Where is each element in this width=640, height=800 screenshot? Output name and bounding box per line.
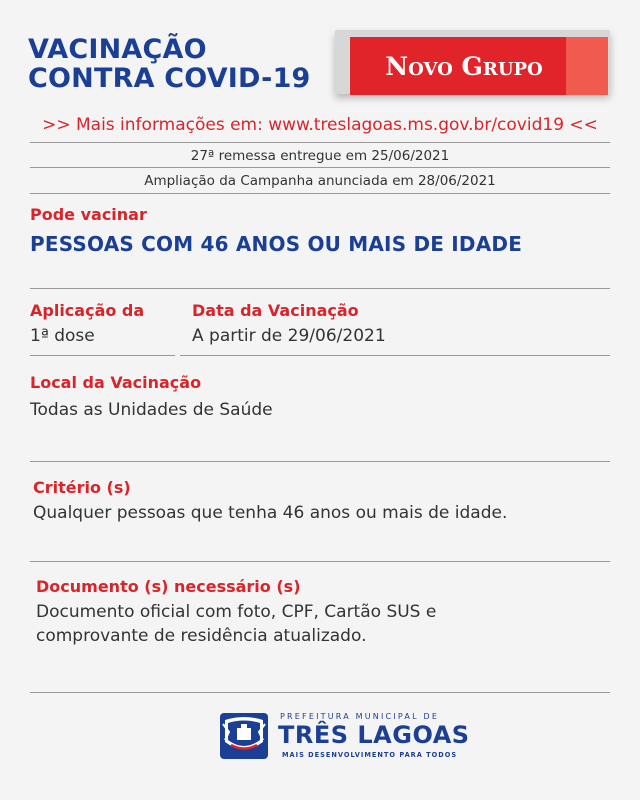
eligibility-label: Pode vacinar [30,205,147,224]
new-group-badge [350,37,608,95]
divider [30,288,610,289]
divider [30,561,610,562]
divider [30,355,175,356]
divider [30,692,610,693]
location-value: Todas as Unidades de Saúde [30,400,273,420]
city-emblem-icon [219,712,269,760]
dose-label: Aplicação da [30,301,145,320]
divider [30,461,610,462]
documents-line-2: comprovante de residência atualizado. [36,626,367,646]
shipment-note: 27ª remessa entregue em 25/06/2021 [190,148,450,164]
divider [30,193,610,194]
divider [30,167,610,168]
criteria-label: Critério (s) [33,478,131,497]
documents-line-1: Documento oficial com foto, CPF, Cartão SUS e [36,602,437,622]
location-label: Local da Vacinação [30,373,202,392]
org-prefix: PREFEITURA MUNICIPAL DE [280,712,440,721]
documents-label: Documento (s) necessário (s) [36,577,301,596]
org-name: TRÊS LAGOAS [278,721,470,749]
eligibility-value: PESSOAS COM 46 ANOS OU MAIS DE IDADE [30,232,523,256]
dose-value: 1ª dose [30,326,95,346]
date-label: Data da Vacinação [192,301,359,320]
badge-label: Novo Grupo [385,51,543,81]
criteria-value: Qualquer pessoas que tenha 46 anos ou mais de idade. [33,503,508,523]
divider [30,142,610,143]
date-value: A partir de 29/06/2021 [192,326,386,346]
info-link[interactable]: >> Mais informações em: www.treslagoas.ms.gov.br/covid19 << [42,115,598,135]
divider [180,355,610,356]
badge-accent [566,37,608,95]
org-slogan: MAIS DESENVOLVIMENTO PARA TODOS [282,751,458,759]
title-line-2: CONTRA COVID-19 [28,63,311,94]
campaign-note: Ampliação da Campanha anunciada em 28/06/2021 [144,173,496,189]
title-line-1: VACINAÇÃO [28,34,207,65]
page-title [28,35,311,93]
